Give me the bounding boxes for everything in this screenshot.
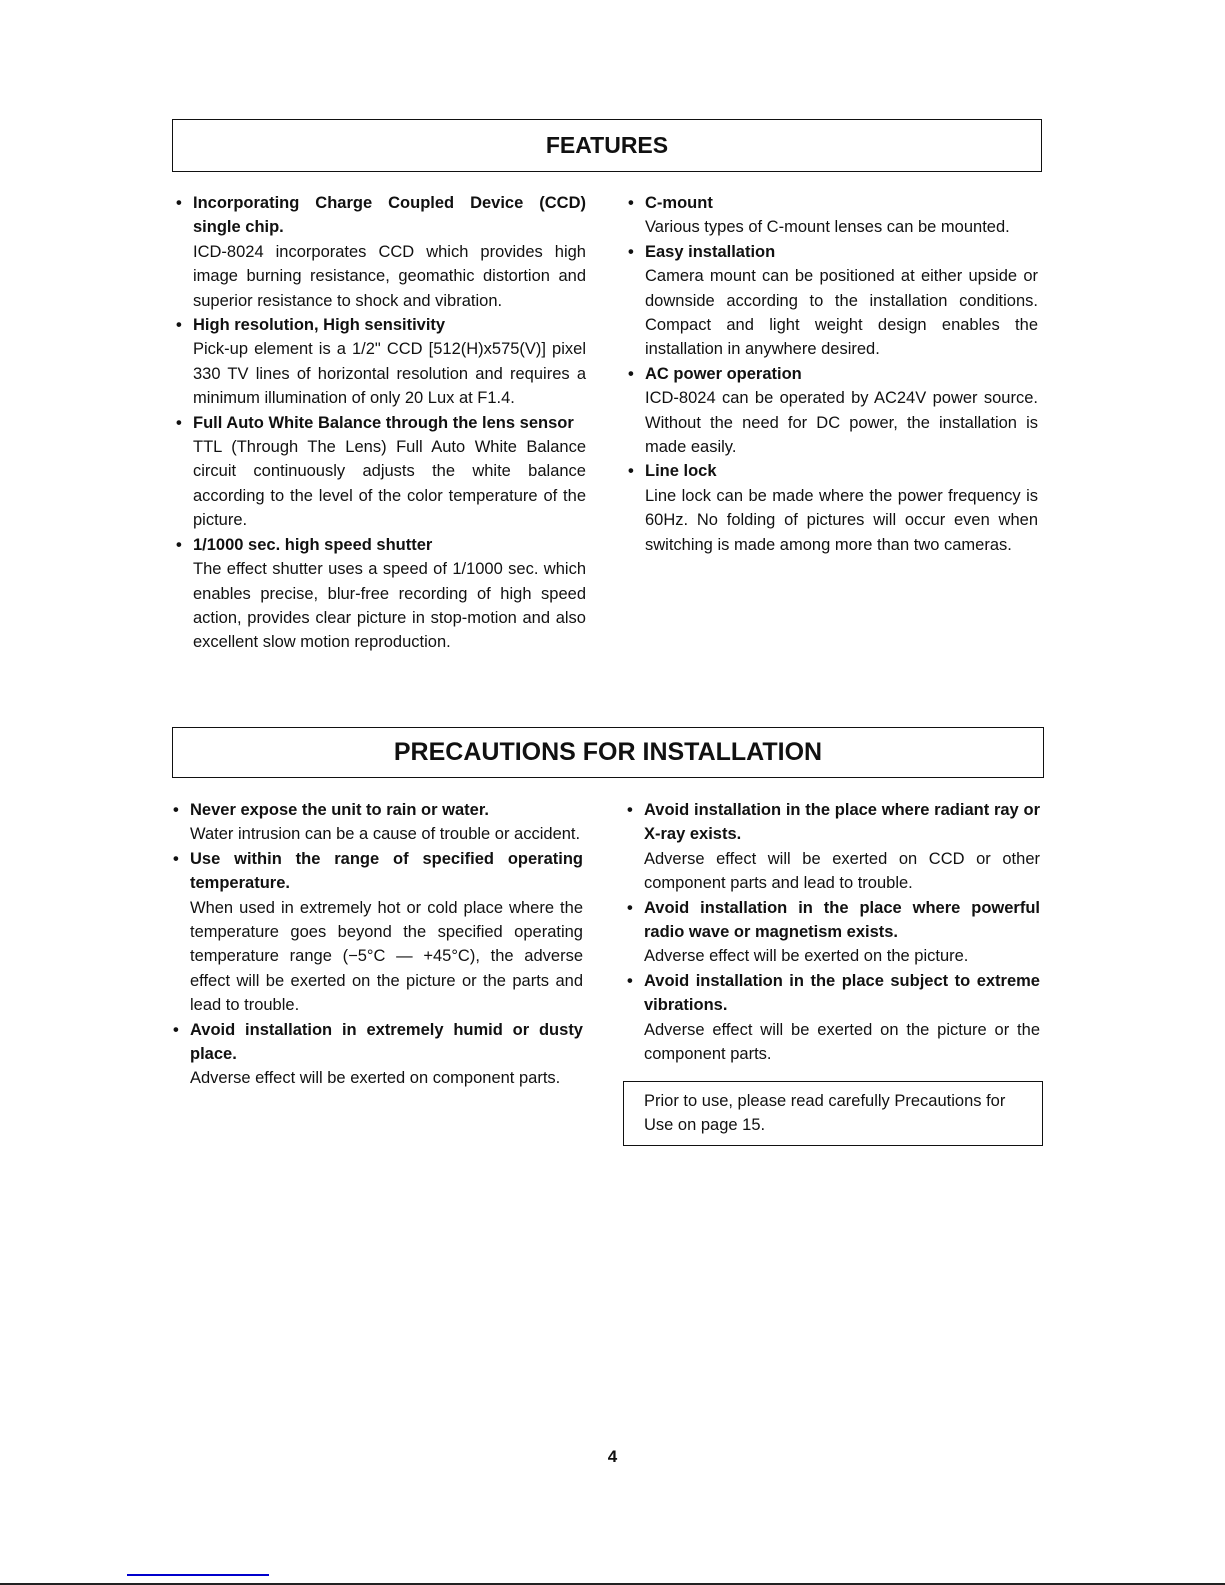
bullet-icon: •	[176, 194, 182, 212]
precautions-heading: PRECAUTIONS FOR INSTALLATION	[393, 738, 823, 766]
precautions-note-box: Prior to use, please read carefully Precautions for Use on page 15.	[623, 1081, 1043, 1146]
precaution-item: • Avoid installation in the place where radiant ray or X-ray exists. Adverse effect will be exerted on CCD or other component parts and lead to trouble.	[644, 798, 1040, 896]
bullet-icon: •	[627, 801, 633, 819]
feature-item: • C-mount Various types of C-mount lenses can be mounted.	[645, 191, 1038, 240]
feature-item: • AC power operation ICD-8024 can be operated by AC24V power source. Without the need for DC power, the installation is made easily.	[645, 362, 1038, 460]
precautions-left-column	[173, 798, 583, 1091]
bullet-icon: •	[173, 849, 179, 868]
bullet-icon: •	[173, 1020, 179, 1039]
features-heading: FEATURES	[545, 132, 669, 158]
precaution-item: • Avoid installation in the place where powerful radio wave or magnetism exists. Adverse effect will be exerted on the picture.	[644, 896, 1040, 969]
precautions-right-column	[627, 798, 1040, 1066]
feature-item: • High resolution, High sensitivity Pick-up element is a 1/2" CCD [512(H)x575(V)] pixel 330 TV lines of horizontal resolution and requires a minimum illumination of only 20 Lux at F1.4.	[193, 313, 586, 411]
link-underline[interactable]	[127, 1574, 269, 1576]
feature-item: • Easy installation Camera mount can be positioned at either upside or downside according to the installation conditions. Compact and light weight design enables the installation in anywhere desired.	[645, 240, 1038, 362]
bullet-icon: •	[628, 364, 634, 383]
bullet-icon: •	[628, 242, 634, 261]
bullet-icon: •	[627, 971, 633, 990]
feature-item: • 1/1000 sec. high speed shutter The effect shutter uses a speed of 1/1000 sec. which enables precise, blur-free recording of high speed action, provides clear picture in stop-motion and also excellent slow motion reproduction.	[193, 533, 586, 655]
feature-item: • Line lock Line lock can be made where the power frequency is 60Hz. No folding of pictures will occur even when switching is made among more than two cameras.	[645, 459, 1038, 557]
bullet-icon: •	[176, 413, 182, 432]
precaution-item: • Use within the range of specified operating temperature. When used in extremely hot or cold place where the temperature goes beyond the specified operating temperature range (−5°C — +45°C), the adverse effect will be exerted on the picture or the parts and lead to trouble.	[190, 847, 583, 1018]
feature-item: • Incorporating Charge Coupled Device (CCD) single chip. ICD-8024 incorporates CCD which provides high image burning resistance, geomathic distortion and superior resistance to shock and vibration.	[193, 191, 586, 313]
bullet-icon: •	[628, 194, 634, 212]
bullet-icon: •	[173, 801, 179, 819]
precaution-item: • Avoid installation in the place subject to extreme vibrations. Adverse effect will be exerted on the picture or the component parts.	[644, 969, 1040, 1067]
bullet-icon: •	[176, 316, 182, 335]
features-right-column	[628, 191, 1038, 557]
features-left-column	[176, 191, 586, 655]
precaution-item: • Never expose the unit to rain or water. Water intrusion can be a cause of trouble or accident.	[190, 798, 583, 847]
bullet-icon: •	[628, 462, 634, 481]
bullet-icon: •	[627, 898, 633, 917]
precautions-heading-box	[172, 727, 1044, 778]
feature-item: • Full Auto White Balance through the lens sensor TTL (Through The Lens) Full Auto White Balance circuit continuously adjusts the white balance according to the level of the color temperature of the picture.	[193, 411, 586, 533]
features-heading-box	[172, 119, 1042, 172]
page-number: 4	[607, 1447, 618, 1466]
bullet-icon: •	[176, 535, 182, 554]
precaution-item: • Avoid installation in extremely humid or dusty place. Adverse effect will be exerted on component parts.	[190, 1018, 583, 1091]
